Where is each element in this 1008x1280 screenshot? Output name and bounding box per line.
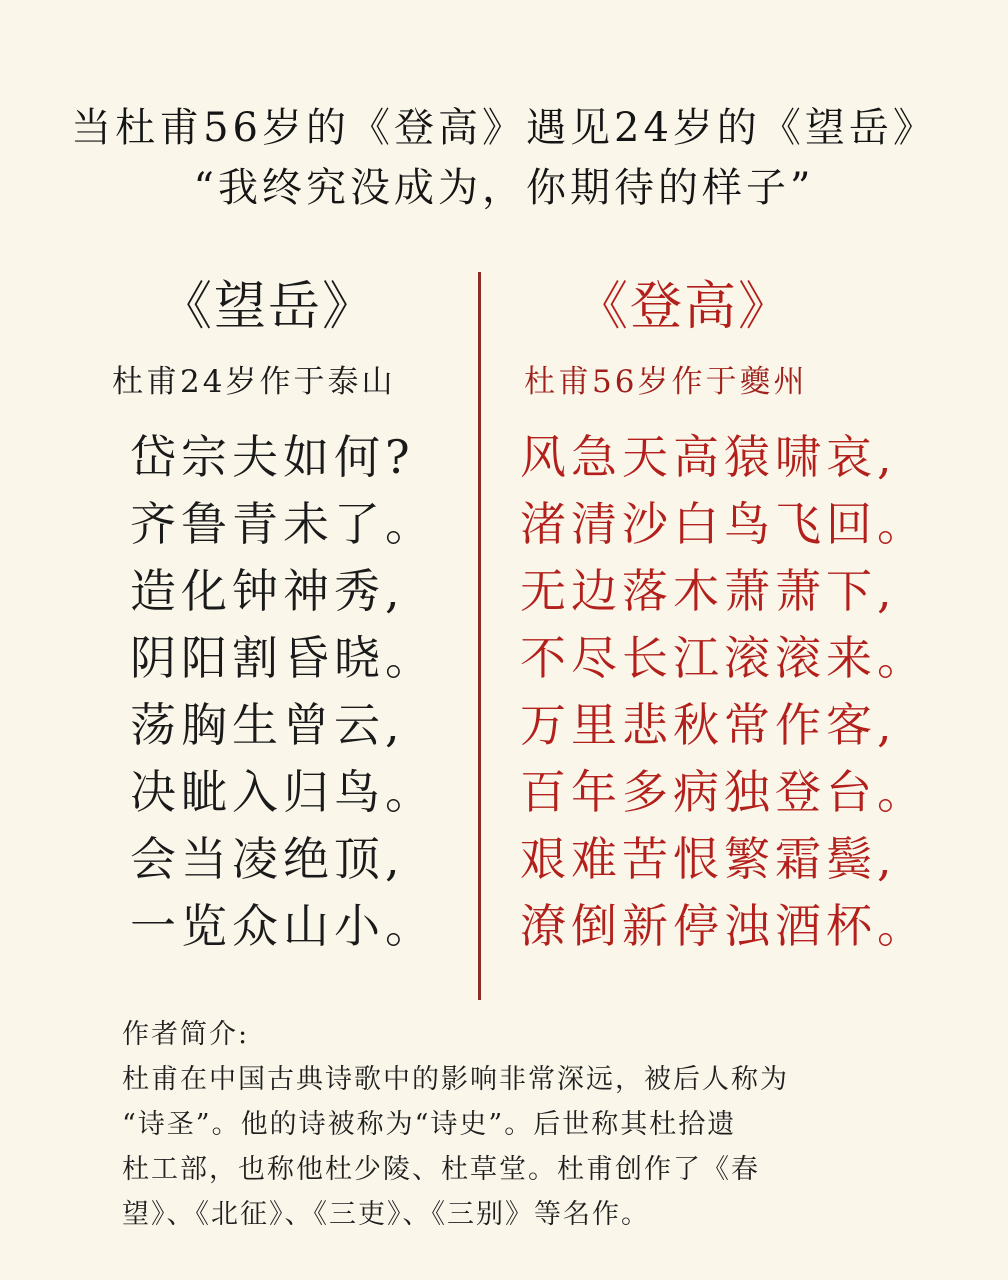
author-intro-line: 杜工部，也称他杜少陵、杜草堂。杜甫创作了《春 [122, 1154, 760, 1185]
left-poem-title: 《望岳》 [159, 277, 376, 337]
poem-line: 齐鲁青未了。 [130, 497, 436, 551]
right-poem-lines [510, 424, 928, 960]
right-poem-subtitle: 杜甫56岁作于夔州 [524, 364, 808, 400]
author-intro-line: 望》、《北征》、《三吏》、《三别》等名作。 [122, 1199, 650, 1230]
header [0, 98, 1008, 218]
poem-line: 风急天高猿啸哀, [520, 430, 897, 484]
column-divider [478, 272, 481, 1000]
author-intro-label: 作者简介: [122, 1019, 250, 1050]
poem-line: 决眦入归鸟。 [130, 765, 436, 819]
header-title: 当杜甫56岁的《登高》遇见24岁的《望岳》 [71, 105, 937, 151]
right-poem-column [510, 272, 928, 960]
poem-line: 造化钟神秀, [130, 564, 405, 618]
left-poem-lines [110, 424, 462, 960]
poem-line: 不尽长江滚滚来。 [520, 631, 928, 685]
right-poem-title: 《登高》 [575, 277, 792, 337]
poem-line: 万里悲秋常作客, [520, 698, 897, 752]
poem-line: 渚清沙白鸟飞回。 [520, 497, 928, 551]
author-intro [122, 1012, 882, 1237]
poem-line: 无边落木萧萧下, [520, 564, 897, 618]
header-quote: “我终究没成为，你期待的样子” [193, 165, 815, 211]
author-intro-line: “诗圣”。他的诗被称为“诗史”。后世称其杜拾遗 [122, 1109, 737, 1140]
poem-line: 会当凌绝顶, [130, 832, 405, 886]
poem-line: 艰难苦恨繁霜鬓, [520, 832, 897, 886]
poem-line: 百年多病独登台。 [520, 765, 928, 819]
poem-line: 荡胸生曾云, [130, 698, 405, 752]
left-poem-column [110, 272, 462, 960]
poem-line: 岱宗夫如何? [130, 430, 415, 484]
left-poem-subtitle: 杜甫24岁作于泰山 [112, 364, 396, 400]
author-intro-line: 杜甫在中国古典诗歌中的影响非常深远，被后人称为 [122, 1064, 789, 1095]
poem-line: 潦倒新停浊酒杯。 [520, 899, 928, 953]
poem-line: 一览众山小。 [130, 899, 436, 953]
poem-line: 阴阳割昏晓。 [130, 631, 436, 685]
